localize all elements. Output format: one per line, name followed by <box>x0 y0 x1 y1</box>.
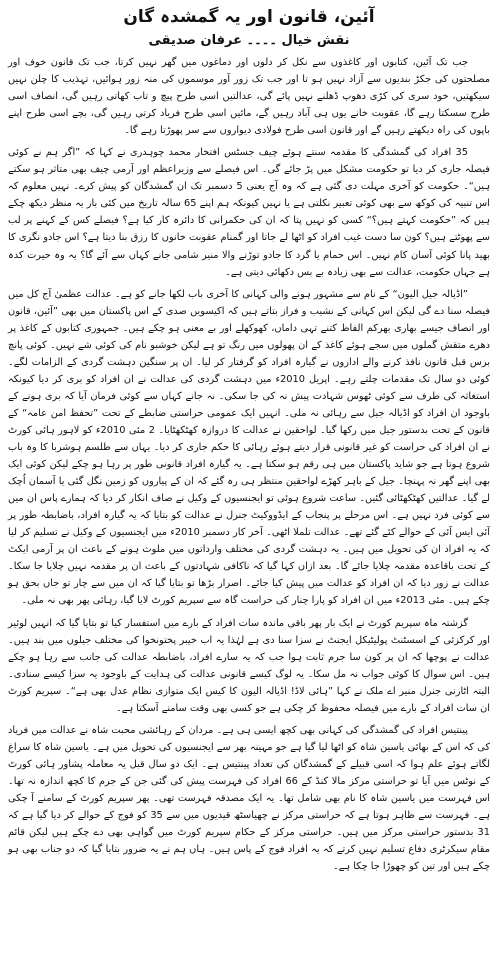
article-paragraph: گزشتہ ماہ سپریم کورٹ نے ایک بار پھر باقی ماندہ سات افراد کے بارے میں استفسار کیا تو بتایا گیا کہ انہیں لوئیر اور کرکزئی کے اسسٹنٹ پولیٹیکل ایجنٹ نے سزا سنا دی ہے لہٰذا یہ اب خیبر پختونخوا کی مختلف جیلوں میں بند ہیں۔ عدالت نے پوچھا کہ ان پر کون سا جرم ثابت ہوا جب کہ یہ سارے افراد، باضابطہ عدالت کی جانب سے رہا ہو چکے ہیں۔ اس سوال کا کوئی جواب نہ مل سکا۔ یہ لوگ کیسے قانونی عدالت کی ہدایت کے باوجود یہ سزا کیسے سنادی۔ البتہ اٹارنی جنرل منیر اے ملک نے کہا ”ہائی لاڈ! اڈیالہ الیون کا کیس ایک متوازی نظام عدل بھی ہے“۔ سپریم کورٹ ان سات افراد کے بارے میں فیصلہ محفوظ کر چکی ہے جو کسی بھی وقت سامنے آسکتا ہے۔ <box>8 617 490 714</box>
article-body <box>8 54 490 875</box>
article-paragraph: ”اڈیالہ جیل الیون“ کے نام سے مشہور ہونے والی کہانی کا آخری باب لکھا جانے کو ہے۔ عدالت عظمیٰ آج کل میں فیصلہ سنا دے گی لیکن اس کہانی کے نشیب و فراز بتاتے ہیں کہ اکیسویں صدی کے اس پاکستان میں بھی ”آئین، قانون اور انصاف جیسے بھاری بھرکم الفاظ کتنے تہی داماں، کھوکھلے اور بے معنی ہو چکے ہیں۔ جمہوری کتابوں کے کاغذ پر دھرے متقش گملوں میں سجے ہوئے کاغذ کے ان پھولوں میں رنگ تو ہے لیکن خوشبو نام کی کوئی شے نہیں۔ کوئی پانچ برس قبل قانون نافذ کرنے والے اداروں نے گیارہ افراد کو گرفتار کر لیا۔ ان پر سنگین دہشت گردی کے الزامات لگے۔ کوئی دو سال تک مقدمات چلتے رہے۔ اپریل 2010ء میں دہشت گردی کی عدالت نے ان افراد کو بری کر دیا کیونکہ استغاثہ کی طرف سے کوئی ٹھوس شہادت پیش نہ کی جا سکی۔ نہ جانے کہاں سے کوئی فرمان آیا کہ بری ہونے کے باوجود ان افراد کو اڈیالہ جیل سے رہائی نہ ملی۔ انہیں ایک عمومی حراستی ضابطے کے تحت ”تحفظ امن عامہ“ کے قانون کے تحت بدستور جیل میں رکھا گیا۔ لواحقین نے عدالت کا دروازہ کھٹکھٹایا۔ 2 مئی 2010ء کو لاہور ہائی کورٹ نے ان افراد کی حراست کو غیر قانونی قرار دیتے ہوئے رہائی کا حکم جاری کر دیا۔ یہاں سے طلسم ہوشربا کا وہ باب شروع ہوتا ہے جو شاید پاکستان میں ہی رقم ہو سکتا ہے۔ یہ گیارہ افراد قانونی طور پر رہا ہو چکے لیکن کوئی ایک بھی اپنے گھر نہ پہنچا۔ جیل کے باہر کھڑے لواحقین منتظر ہی رہ گئے کہ ان کے پیاروں کو زمین نگل گئی یا آسمان اُچک لے گیا۔ عدالتیں کھٹکھٹائی گئیں۔ ساعت شروع ہوئی تو ایجنسیوں کے وکیل نے صاف انکار کر دیا کہ ہمارے پاس ان میں سے کوئی فرد نہیں ہے۔ اس مرحلے پر پنجاب کے ایڈووکیٹ جنرل نے عدالت کو بتایا کہ یہ گیارہ افراد، باضابطہ طور پر آئی ایس آئی کے حوالے کئے گئے تھے۔ عدالت تلملا اٹھی۔ آخر کار دسمبر 2010ء میں ایجنسیوں کے وکیل نے تسلیم کر لیا کہ یہ افراد ان کی تحویل میں ہیں۔ یہ دہشت گردی کی مختلف وارداتوں میں ملوث ہونے کے باعث ان پر آرمی ایکٹ کے تحت باقاعدہ مقدمہ چلایا جائے گا۔ بعد ازاں کہا گیا کہ ناکافی شہادتوں کے باعث ان پر مقدمہ نہیں چلایا جا سکا۔ عدالت نے زور دیا کہ ان افراد کو عدالت میں پیش کیا جائے۔ اصرار بڑھا تو بتایا گیا کہ ان میں سے چار تو جاں بحق ہو چکے ہیں۔ مئی 2013ء میں ان افراد کو پارا چنار کی حراست گاہ سے سپریم کورٹ لایا گیا، رہائی پھر بھی نہ ملی۔ <box>8 288 491 607</box>
author-byline: نقش خیال ۔۔۔۔ عرفان صدیقی <box>148 33 350 48</box>
article-paragraph: پینتیس افراد کی گمشدگی کی کہانی بھی کچھ ایسی ہی ہے۔ مردان کے رہائشی محبت شاہ نے عدالت میں فریاد کی کہ اس کے بھائی یاسین شاہ کو اٹھا لیا گیا ہے جو مہینہ بھر سے ایجنسیوں کی تحویل میں ہے۔ یاسین شاہ کا سراغ لگاتے ہوئے علم ہوا کہ اسی قبیلے کے گمشدگان کی تعداد پینتیس ہے۔ ایک دو سال قبل یہ معاملہ پشاور ہائی کورٹ کے نوٹس میں آیا تو حراستی مرکز مالا کنڈ کے 66 افراد کی فہرست پیش کی گئی جن کے جرم کا کچھ اندازہ نہ تھا۔ اس فہرست میں یاسین شاہ کا نام بھی شامل تھا۔ یہ ایک مصدقہ فہرست تھی۔ پھر سپریم کورٹ کے سامنے آ چکی ہے۔ فہرست سے ظاہر ہوتا ہے کہ حراستی مرکز نے چھیاسٹھ قیدیوں میں سے 35 کو فوج کے حوالے کر دیا گیا ہے کہ 31 بدستور حراستی مرکز میں ہیں۔ حراستی مرکز کے حکام سپریم کورٹ میں گواہی بھی دے چکے ہیں لیکن قائم مقام سیکرٹری دفاع تسلیم نہیں کرتے کہ یہ افراد فوج کے پاس ہیں۔ ہاں ہم نے یہ ضرور بتایا گیا کہ دو جناب بھی ہو چکے ہیں اور تین کو چھوڑا جا چکا ہے۔ <box>8 724 490 873</box>
article-title: آئین، قانون اور یہ گمشدہ گان <box>123 7 375 27</box>
article-paragraph: 35 افراد کی گمشدگی کا مقدمہ سنتے ہوئے چیف جسٹس افتخار محمد چوہدری نے کہا کہ ”اگر ہم نے کوئی فیصلہ جاری کر دیا تو حکومت مشکل میں پڑ جائے گی۔ اس فیصلے سے وزیراعظم اور آرمی چیف بھی متاثر ہو سکتے ہیں“۔ حکومت کو آخری مہلت دی گئی ہے کہ وہ آج یعنی 5 دسمبر تک ان گمشدگان کو پیش کرے۔ نہیں معلوم کہ اس تنبیہ کی کوکھ سے بھی کوئی تعبیر نکلتی ہے یا نہیں کیونکہ ہم اپنے 65 سالہ تاریخ میں کئی بار یہ منظر دیکھ چکے ہیں کہ ”حکومت کہتے ہیں؟“ کسی کو نہیں پتا کہ ان کی حکمرانی کا دائرہ کار کیا ہے؟ فیصلے کس کے کہنے پر لب سے پھوٹتے ہیں؟ کون سا دست غیب افراد کو اٹھا لے جاتا اور گمنام عقوبت خانوں کا رزق بنا دیتا ہے؟ اس جادو نگری کا بھید پانا کوئی آسان کام نہیں۔ اس حمام یا گرد کا جادو توڑنے والا منیر شامی جانے کہاں سے آئے گا؟ یہ وہ حیرت کدہ ہے جہاں حکومت، عدالت سے بھی زیادہ بے بس دکھائی دیتی ہے۔ <box>8 147 490 278</box>
article-paragraph: جب تک آئین، کتابوں اور کاغذوں سے نکل کر دلوں اور دماغوں میں گھر نہیں کرتا، جب تک قانون خوف اور مصلحتوں کی جکڑ بندیوں سے آزاد نہیں ہو تا اور جب تک زور آور موسموں کی منہ زور ہوائیں، تہذیب کا چلن نہیں سیکھتیں، خود سری کی کڑی دھوپ ڈھلنے نہیں پائے گی، عدالتیں اسی طرح پیچ و تاب کھاتی رہیں گی، انصاف اسی طرح سسکتا رہے گا، عقوبت خانے یوں ہی آباد رہیں گے، مائیں اسی طرح فریاد کرتی رہیں گی، بچے اسی طرح اپنے باپوں کی راہ دیکھتے رہیں گے اور قانون اسی طرح فولادی دیواروں سے سر پھوڑتا رہے گا۔ <box>8 57 490 137</box>
